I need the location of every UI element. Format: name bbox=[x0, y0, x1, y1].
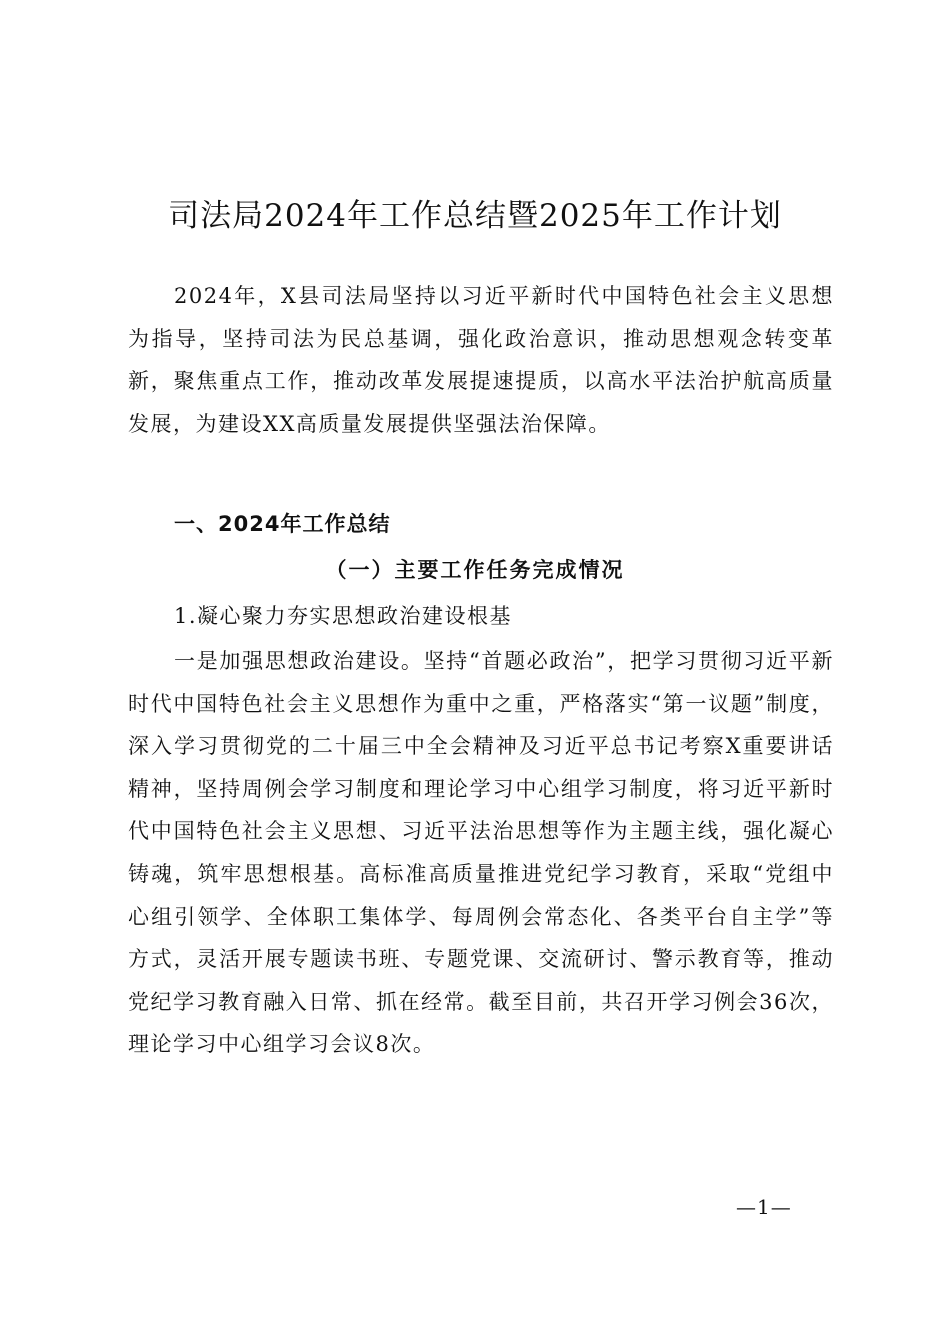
item-heading: 1.凝心聚力夯实思想政治建设根基 bbox=[174, 604, 513, 628]
document-title: 司法局2024年工作总结暨2025年工作计划 bbox=[168, 198, 782, 234]
subsection-heading: （一）主要工作任务完成情况 bbox=[325, 557, 625, 582]
intro-paragraph: 2024年，X县司法局坚持以习近平新时代中国特色社会主义思想为指导，坚持司法为民总基调，强化政治意识，推动思想观念转变革新，聚焦重点工作，推动改革发展提速提质，以高水平法治护航高质量发展，为建设XX高质量发展提供坚强法治保障。 bbox=[128, 284, 834, 436]
page-number: —1— bbox=[736, 1195, 792, 1219]
item-paragraph: 一是加强思想政治建设。坚持“首题必政治”，把学习贯彻习近平新时代中国特色社会主义思想作为重中之重，严格落实“第一议题”制度，深入学习贯彻党的二十届三中全会精神及习近平总书记考察X重要讲话精神，坚持周例会学习制度和理论学习中心组学习制度，将习近平新时代中国特色社会主义思想、习近平法治思想等作为主题主线，强化凝心铸魂，筑牢思想根基。高标准高质量推进党纪学习教育，采取“党组中心组引领学、全体职工集体学、每周例会常态化、各类平台自主学”等方式，灵活开展专题读书班、专题党课、交流研讨、警示教育等，推动党纪学习教育融入日常、抓在经常。截至目前，共召开学习例会36次，理论学习中心组学习会议8次。 bbox=[128, 649, 834, 1057]
section-heading: 一、2024年工作总结 bbox=[174, 512, 391, 536]
